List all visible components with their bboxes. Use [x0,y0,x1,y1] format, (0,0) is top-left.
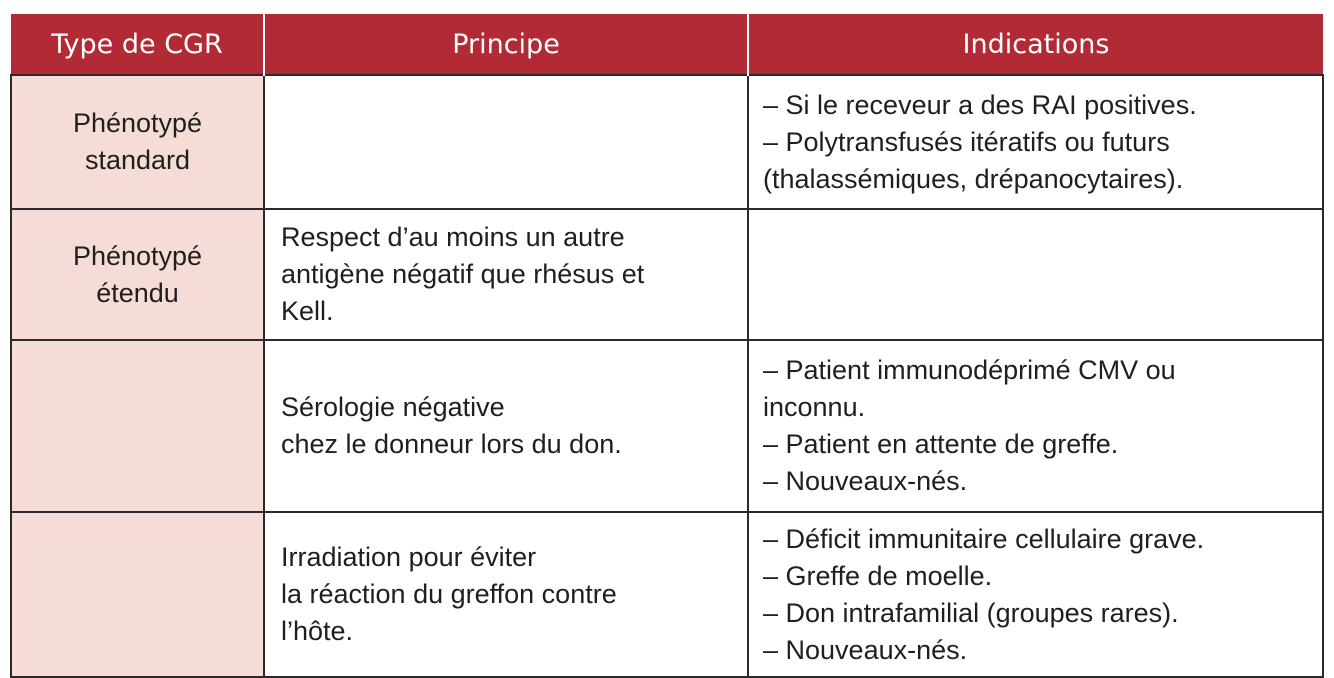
cell-line: – Patient immunodéprimé CMV ou [763,355,1176,385]
cell-line: – Si le receveur a des RAI positives. [763,89,1197,120]
cell-indications [748,75,1323,209]
cell-line: – Nouveaux-nés. [763,634,968,665]
cell-line: l’hôte. [281,616,354,646]
cell-line: chez le donneur lors du don. [281,429,622,459]
cell-line: Irradiation pour éviter [281,542,537,572]
table-row [11,512,1323,677]
cell-line: – Don intrafamilial (groupes rares). [763,597,1179,628]
header-indications: Indications [748,14,1323,75]
cell-indications [748,340,1323,512]
cell-line: – Patient en attente de greffe. [763,429,1119,459]
cell-line: – Greffe de moelle. [763,560,993,591]
cgr-table [10,14,1324,678]
cell-line: Phénotypé [72,240,203,271]
table-row [11,209,1323,340]
cell-line: – Nouveaux-nés. [763,466,968,496]
cell-line: inconnu. [763,392,866,422]
cell-type [11,340,264,512]
table-row [11,340,1323,512]
header-type: Type de CGR [11,14,264,75]
cell-line: antigène négatif que rhésus et [281,259,645,289]
table-row [11,75,1323,209]
cell-line: (thalassémiques, drépanocytaires). [763,163,1184,194]
cell-line: standard [84,145,191,175]
cell-line: la réaction du greffon contre [281,579,617,609]
cell-line: – Polytransfusés itératifs ou futurs [763,126,1170,157]
cell-principe [264,512,748,677]
header-row [11,14,1323,75]
cell-principe [264,75,748,209]
cell-line: Kell. [281,296,334,326]
cell-type [11,209,264,340]
cell-line: Respect d’au moins un autre [281,222,625,252]
header-principe: Principe [264,14,748,75]
cell-principe [264,209,748,340]
cell-line: étendu [96,277,179,308]
cell-principe [264,340,748,512]
cell-type [11,512,264,677]
cell-type [11,75,264,209]
cell-indications [748,209,1323,340]
cell-line: – Déficit immunitaire cellulaire grave. [763,523,1205,554]
cell-line: Sérologie négative [281,392,505,422]
cell-line: Phénotypé [72,108,203,138]
cell-indications [748,512,1323,677]
